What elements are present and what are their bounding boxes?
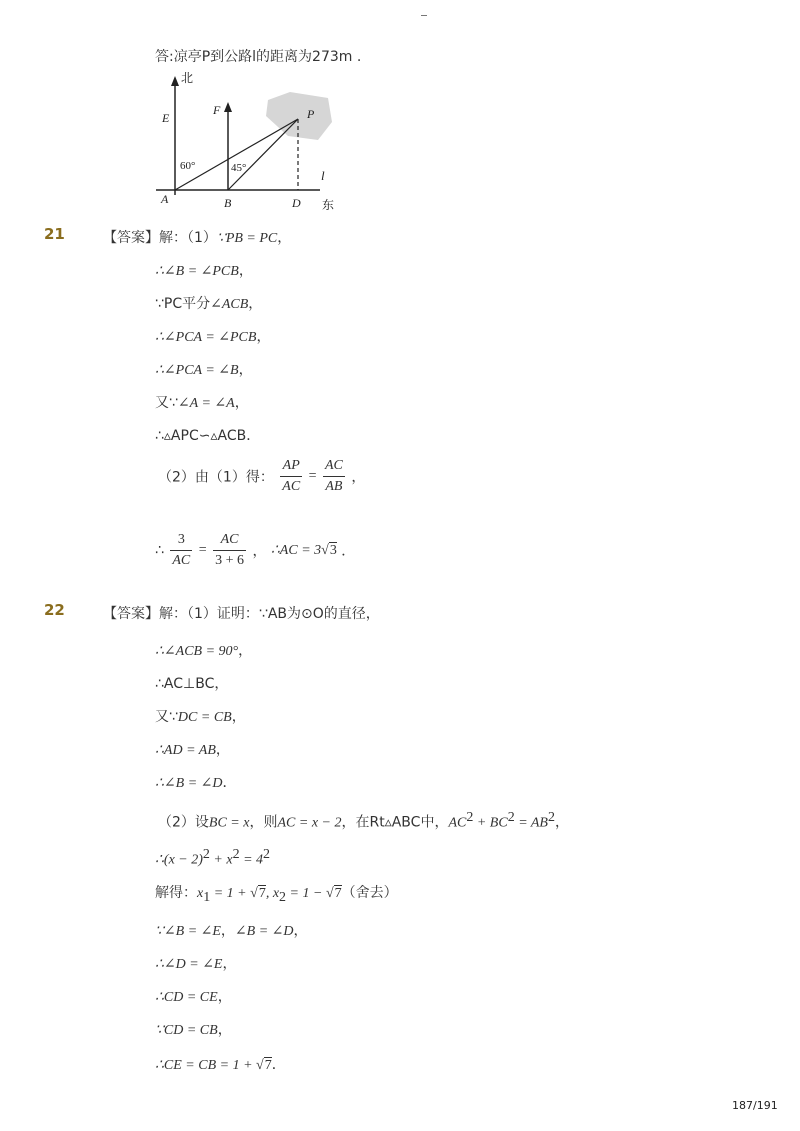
q22-line-1: ∴∠ACB = 90°， (155, 643, 253, 659)
q22-line-11: ∵CD = CB， (155, 1022, 232, 1038)
fraction-ap-ac: $\frac{AP}{AC}$ (282, 458, 301, 494)
label-f: F (213, 103, 221, 117)
label-60: 60° (180, 160, 196, 172)
q21-result: ∴ $\frac{3}{AC}$ = $\frac{AC}{3 + 6}$ ， ∴AC = 3√3 ． (155, 530, 355, 571)
label-p: P (307, 107, 315, 121)
q21-line-2: ∴∠B = ∠PCB， (155, 263, 253, 279)
q22-line-5: ∴∠B = ∠D． (155, 775, 237, 791)
q22-line-12: ∴CE = CB = 1 + √7． (155, 1057, 286, 1073)
question-number-21: 21 (44, 225, 65, 243)
q21-line-7: ∴▵APC∽▵ACB． (155, 428, 261, 444)
q21-line-3: ∵PC平分∠ACB， (155, 296, 263, 312)
line-ap (175, 119, 298, 190)
q21-intro: 【答案】解：（1）∵PB = PC， (103, 230, 292, 246)
geometry-figure (150, 70, 350, 220)
label-a: A (161, 192, 169, 206)
page-number: 187/191 (732, 1099, 778, 1112)
fraction-ac-ab: $\frac{AC}{AB}$ (324, 458, 343, 494)
question-number-22: 22 (44, 601, 65, 619)
q22-line-6: ∴(x − $2)^2 + x^2 = 4^2$ (155, 847, 271, 868)
q22-line-9: ∴∠D = ∠E， (155, 956, 237, 972)
q22-intro: 【答案】解：（1）证明：∵AB为⊙O的直径， (103, 606, 380, 622)
q21-line-6: 又∵∠A = ∠A， (155, 395, 249, 411)
q21-line-4: ∴∠PCA = ∠PCB， (155, 329, 271, 345)
east-label: 东 (322, 198, 335, 212)
label-b: B (224, 196, 232, 210)
q22-part-2: （2）设BC = x，则AC = x − 2，在Rt▵ABC中，$AC^2 + BC^2 = AB^2$， (158, 810, 569, 831)
fraction-ac-sum: $\frac{AC}{3 + 6}$ (215, 532, 244, 568)
label-d: D (292, 196, 301, 210)
q22-line-2: ∴AC⊥BC， (155, 676, 229, 692)
pavilion-shape (266, 92, 332, 140)
q22-line-8: ∵∠B = ∠E，∠B = ∠D， (155, 923, 308, 939)
north-arrow-icon (171, 76, 179, 86)
line-bp (228, 119, 298, 190)
label-45: 45° (231, 162, 247, 174)
label-l: l (321, 168, 325, 183)
q22-line-4: ∴AD = AB， (155, 742, 230, 758)
q21-line-5: ∴∠PCA = ∠B， (155, 362, 253, 378)
fraction-3-ac: $\frac{3}{AC}$ (172, 532, 191, 568)
q22-line-10: ∴CD = CE， (155, 989, 232, 1005)
q22-line-7: 解得：$x_1 = 1 + √7$, $x_2 = 1 - √7$（舍去） (155, 885, 398, 905)
f-arrow-icon (224, 102, 232, 112)
top-mark (421, 15, 427, 16)
label-e: E (162, 111, 170, 125)
north-label: 北 (181, 71, 194, 85)
q22-line-3: 又∵DC = CB， (155, 709, 246, 725)
q21-part-2: （2）由（1）得： $\frac{AP}{AC}$ = $\frac{AC}{AB}$ ， (158, 456, 365, 497)
answer-line: 答:凉亭P到公路l的距离为273m . (155, 49, 362, 65)
